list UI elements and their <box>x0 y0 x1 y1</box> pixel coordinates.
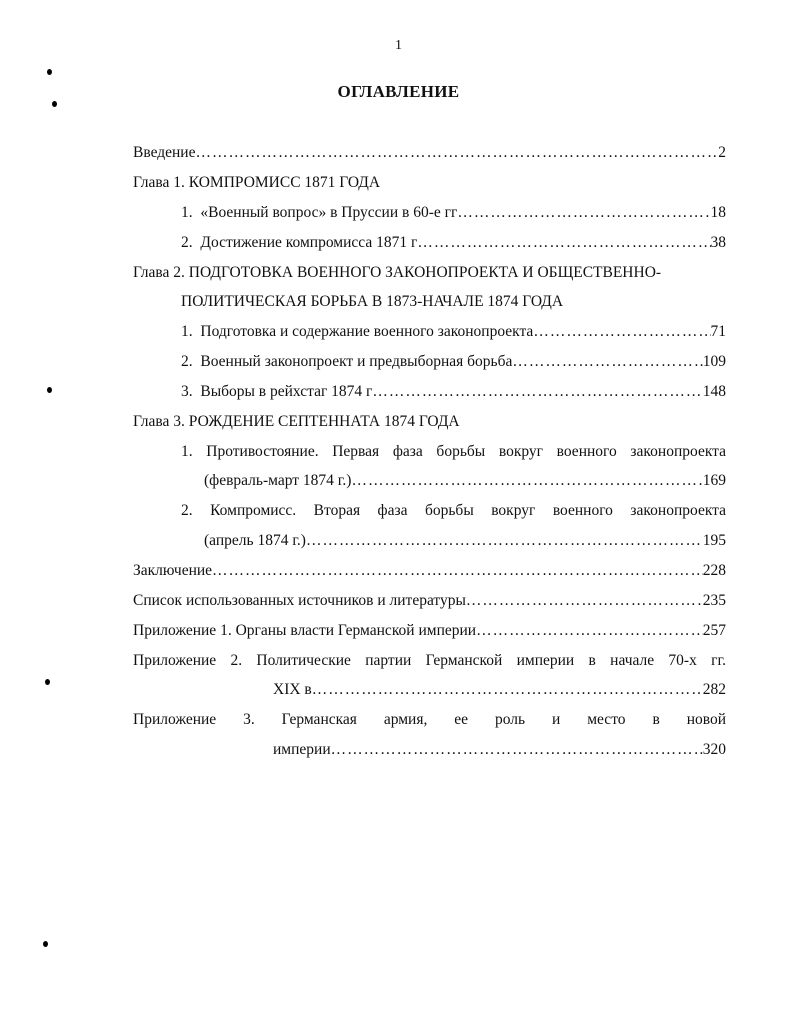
toc-chapter[interactable]: Глава 1. КОМПРОМИСС 1871 ГОДА <box>133 174 381 191</box>
toc-entry-text: (апрель 1874 г.) <box>204 532 306 549</box>
scan-speck <box>45 679 50 685</box>
toc-page: 169 <box>702 472 726 489</box>
toc-leader <box>306 531 703 551</box>
toc-entry[interactable] <box>181 233 726 253</box>
toc-leader <box>212 561 703 581</box>
scan-speck <box>47 387 52 393</box>
toc-leader <box>417 233 710 253</box>
toc-leader <box>466 591 703 611</box>
toc-entry-text: Список использованных источников и литературы <box>133 592 466 609</box>
toc-leader <box>331 740 703 760</box>
toc-entry[interactable] <box>133 143 726 163</box>
toc-entry[interactable] <box>181 382 726 402</box>
toc-chapter[interactable]: Глава 3. РОЖДЕНИЕ СЕПТЕННАТА 1874 ГОДА <box>133 413 460 430</box>
scan-speck <box>47 69 52 75</box>
toc-page: 195 <box>702 532 726 549</box>
toc-chapter-continuation[interactable]: ПОЛИТИЧЕСКАЯ БОРЬБА В 1873-НАЧАЛЕ 1874 ГОДА <box>181 293 564 310</box>
toc-page: 148 <box>702 383 726 400</box>
toc-entry[interactable] <box>133 591 726 611</box>
toc-page: 109 <box>702 353 726 370</box>
toc-entry-text: 2. Достижение компромисса 1871 г <box>181 234 418 251</box>
toc-entry-text[interactable]: Приложение 2. Политические партии Германской империи в начале 70-х гг. <box>133 652 726 669</box>
toc-entry-text: 3. Выборы в рейхстаг 1874 г <box>181 383 373 400</box>
toc-entry[interactable] <box>181 322 726 342</box>
toc-page: 228 <box>702 562 726 579</box>
toc-leader <box>476 621 703 641</box>
toc-entry-text[interactable]: Приложение 3. Германская армия, ее роль и место в новой <box>133 711 726 728</box>
toc-entry-text[interactable]: 1. Противостояние. Первая фаза борьбы вокруг военного законопроекта <box>181 443 726 460</box>
toc-page: 235 <box>702 592 726 609</box>
toc-entry[interactable] <box>181 352 726 372</box>
toc-entry[interactable] <box>204 531 726 551</box>
toc-page: 71 <box>710 323 726 340</box>
toc-entry[interactable] <box>181 203 726 223</box>
toc-page: 282 <box>702 681 726 698</box>
toc-chapter[interactable]: Глава 2. ПОДГОТОВКА ВОЕННОГО ЗАКОНОПРОЕКТА И ОБЩЕСТВЕННО- <box>133 264 662 281</box>
toc-entry-text: Заключение <box>133 562 213 579</box>
toc-entry-text: 1. Подготовка и содержание военного законопроекта <box>181 323 534 340</box>
page-number: 1 <box>395 38 402 53</box>
toc-entry-text: 2. Военный законопроект и предвыборная борьба <box>181 353 513 370</box>
toc-entry-text: Введение <box>133 144 196 161</box>
toc-entry-text: Приложение 1. Органы власти Германской империи <box>133 622 477 639</box>
toc-leader <box>512 352 702 372</box>
toc-entry-text: империи <box>273 741 331 758</box>
page-title: ОГЛАВЛЕНИЕ <box>337 82 460 101</box>
toc-page: 320 <box>702 741 726 758</box>
toc-page: 2 <box>718 144 726 161</box>
toc-page: 257 <box>702 622 726 639</box>
toc-leader <box>457 203 710 223</box>
toc-page: 18 <box>710 204 726 221</box>
toc-entry-text[interactable]: 2. Компромисс. Вторая фаза борьбы вокруг военного законопроекта <box>181 502 726 519</box>
toc-entry[interactable] <box>273 680 726 700</box>
toc-entry-text: (февраль-март 1874 г.) <box>204 472 352 489</box>
toc-leader <box>533 322 710 342</box>
toc-leader <box>312 680 703 700</box>
toc-entry[interactable] <box>204 471 726 491</box>
toc-page: 38 <box>710 234 726 251</box>
toc-leader <box>372 382 702 402</box>
toc-entry[interactable] <box>273 740 726 760</box>
toc-leader <box>195 143 718 163</box>
toc-entry[interactable] <box>133 561 726 581</box>
toc-entry-text: XIX в <box>273 681 312 698</box>
toc-entry[interactable] <box>133 621 726 641</box>
toc-leader <box>351 471 702 491</box>
scan-speck <box>43 941 48 947</box>
toc-entry-text: 1. «Военный вопрос» в Пруссии в 60-е гг <box>181 204 458 221</box>
